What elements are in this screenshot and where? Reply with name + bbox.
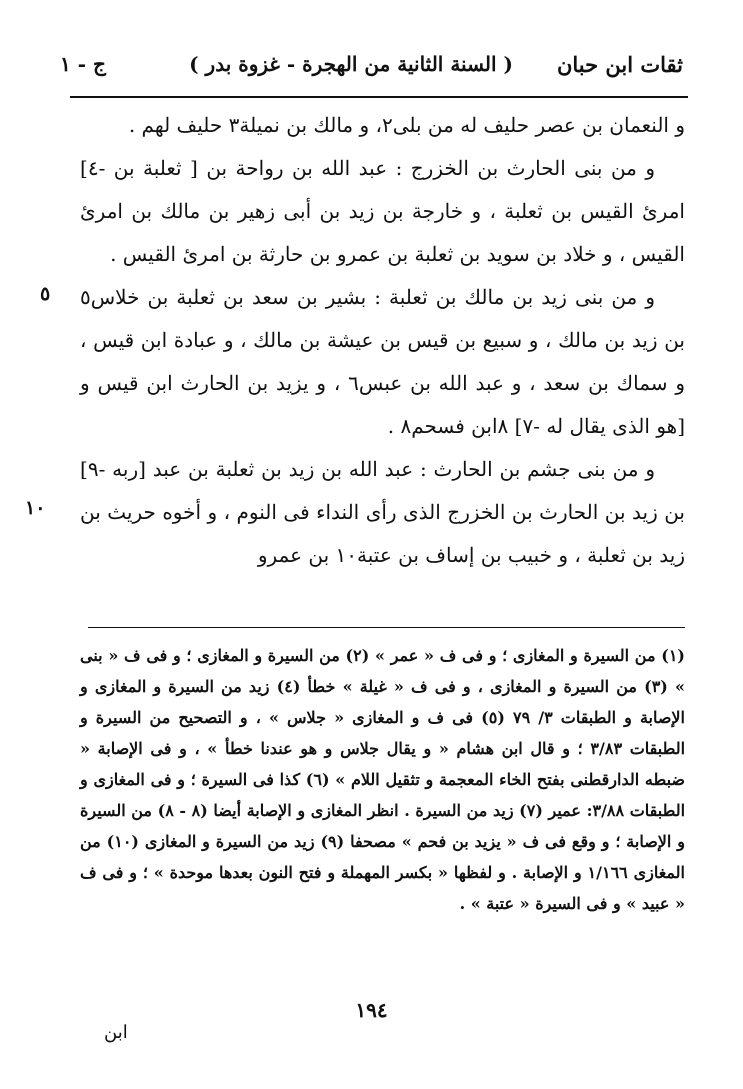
footnote-rule [88,627,685,628]
page-number: ١٩٤ [355,998,388,1022]
line-number-5: ٥ [40,283,51,305]
catchword: ابن [104,1022,128,1043]
book-title: ثقات ابن حبان [556,52,683,77]
paragraph: و من بنى الحارث بن الخزرج : عبد الله بن رواحة بن [ ثعلبة بن -٤] امرئ القيس بن ثعلبة ، و خارجة بن زيد بن أبى زهير بن مالك بن امرئ القيس ، و خلاد بن سويد بن ثعلبة بن عمرو بن حارثة بن امرئ القيس . [80,156,685,266]
paragraph: و من بنى زيد بن مالك بن ثعلبة : بشير بن سعد بن ثعلبة بن خلاس٥ بن زيد بن مالك ، و سبيع بن قيس بن عيشة بن مالك ، و عبادة ابن قيس ، و سماك بن سعد ، و عبد الله بن عبس٦ ، و يزيد بن الحارث ابن قيس و [هو الذى يقال له -٧] ٨ابن فسحم٨ . [80,285,685,438]
line-number-10: ١٠ [25,497,46,519]
paragraph: و النعمان بن عصر حليف له من بلى٢، و مالك بن نميلة٣ حليف لهم . [128,113,685,137]
paragraph: و من بنى جشم بن الحارث : عبد الله بن زيد بن ثعلبة بن عبد [ربه -٩] بن زيد بن الحارث بن الخزرج الذى رأى النداء فى النوم ، و أخوه حريث بن زيد بن ثعلبة ، و خبيب بن إساف بن عتبة١٠ بن عمرو [80,457,685,567]
header-rule [70,96,688,98]
volume-number: ج - ١ [60,52,106,76]
section-title: ( السنة الثانية من الهجرة - غزوة بدر ) [189,52,513,76]
main-text [80,104,685,577]
page-header [60,52,683,92]
footnote-text: (١) من السيرة و المغازى ؛ و فى ف « عمر » (٢) من السيرة و المغازى ؛ و فى ف « بنى » (٣) من السيرة و المغازى ، و فى ف « غيلة » خطأ (٤) زيد من السيرة و المغازى و الإصابة و الطبقات ٣/ ٧٩ (٥) فى ف و المغازى « جلاس » ، و التصحيح من السيرة و الطبقات ٣/٨٣ ؛ و قال ابن هشام « و يقال جلاس و هو عندنا خطأ » ، و فى الإصابة « ضبطه الدارقطنى بفتح الخاء المعجمة و تثقيل اللام » (٦) كذا فى السيرة ؛ و فى المغازى و الطبقات ٣/٨٨: عمير (٧) زيد من السيرة . انظر المغازى و الإصابة أيضا (٨ - ٨) من السيرة و الإصابة ؛ و وقع فى ف « يزيد بن فحم » مصحفا (٩) زيد من السيرة و المغازى (١٠) من المغازى ١/١٦٦ و الإصابة . و لفظها « بكسر المهملة و فتح النون بعدها موحدة » ؛ و فى ف « عبيد » و فى السيرة « عتبة » . [80,646,686,913]
footnotes [80,640,685,919]
